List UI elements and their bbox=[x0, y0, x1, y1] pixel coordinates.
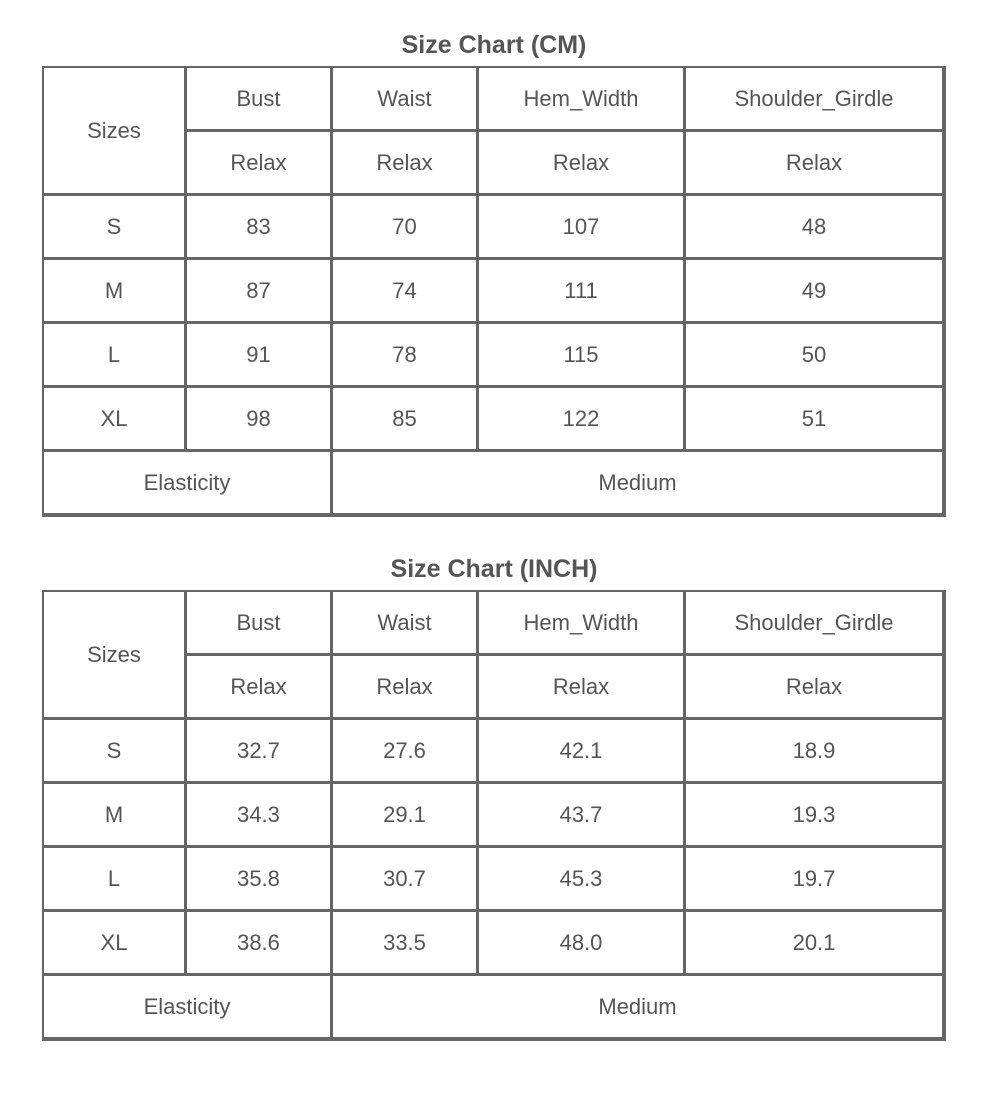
subheader-relax: Relax bbox=[686, 132, 945, 196]
waist-cell: 27.6 bbox=[333, 720, 479, 784]
bust-cell: 98 bbox=[187, 388, 333, 452]
hem-width-cell: 115 bbox=[479, 324, 686, 388]
size-chart-inch bbox=[42, 552, 946, 1041]
elasticity-label: Elasticity bbox=[44, 452, 333, 516]
header-shoulder-girdle: Shoulder_Girdle bbox=[686, 68, 945, 132]
subheader-relax: Relax bbox=[686, 656, 945, 720]
header-waist: Waist bbox=[333, 68, 479, 132]
size-cell: XL bbox=[44, 388, 187, 452]
bust-cell: 83 bbox=[187, 196, 333, 260]
size-cell: S bbox=[44, 720, 187, 784]
waist-cell: 85 bbox=[333, 388, 479, 452]
shoulder-girdle-cell: 50 bbox=[686, 324, 945, 388]
chart-title-inch: Size Chart (INCH) bbox=[390, 555, 598, 583]
size-chart-cm bbox=[42, 28, 946, 517]
hem-width-cell: 122 bbox=[479, 388, 686, 452]
waist-cell: 78 bbox=[333, 324, 479, 388]
shoulder-girdle-cell: 48 bbox=[686, 196, 945, 260]
header-shoulder-girdle: Shoulder_Girdle bbox=[686, 592, 945, 656]
hem-width-cell: 48.0 bbox=[479, 912, 686, 976]
waist-cell: 33.5 bbox=[333, 912, 479, 976]
chart-title-cm: Size Chart (CM) bbox=[401, 31, 587, 59]
hem-width-cell: 42.1 bbox=[479, 720, 686, 784]
waist-cell: 70 bbox=[333, 196, 479, 260]
table-row bbox=[44, 196, 945, 260]
size-cell: S bbox=[44, 196, 187, 260]
subheader-relax: Relax bbox=[187, 656, 333, 720]
waist-cell: 74 bbox=[333, 260, 479, 324]
subheader-relax: Relax bbox=[479, 656, 686, 720]
subheader-relax: Relax bbox=[333, 656, 479, 720]
size-cell: M bbox=[44, 784, 187, 848]
elasticity-value: Medium bbox=[333, 452, 945, 516]
bust-cell: 91 bbox=[187, 324, 333, 388]
elasticity-label: Elasticity bbox=[44, 976, 333, 1040]
hem-width-cell: 107 bbox=[479, 196, 686, 260]
table-row bbox=[44, 388, 945, 452]
header-sizes: Sizes bbox=[44, 592, 187, 720]
subheader-relax: Relax bbox=[187, 132, 333, 196]
bust-cell: 38.6 bbox=[187, 912, 333, 976]
header-bust: Bust bbox=[187, 68, 333, 132]
waist-cell: 30.7 bbox=[333, 848, 479, 912]
shoulder-girdle-cell: 19.3 bbox=[686, 784, 945, 848]
subheader-relax: Relax bbox=[479, 132, 686, 196]
shoulder-girdle-cell: 20.1 bbox=[686, 912, 945, 976]
table-row bbox=[44, 912, 945, 976]
shoulder-girdle-cell: 19.7 bbox=[686, 848, 945, 912]
shoulder-girdle-cell: 51 bbox=[686, 388, 945, 452]
size-table-cm bbox=[42, 66, 946, 517]
header-hem-width: Hem_Width bbox=[479, 68, 686, 132]
table-row bbox=[44, 848, 945, 912]
header-bust: Bust bbox=[187, 592, 333, 656]
bust-cell: 87 bbox=[187, 260, 333, 324]
size-cell: XL bbox=[44, 912, 187, 976]
size-cell: M bbox=[44, 260, 187, 324]
hem-width-cell: 111 bbox=[479, 260, 686, 324]
hem-width-cell: 43.7 bbox=[479, 784, 686, 848]
shoulder-girdle-cell: 49 bbox=[686, 260, 945, 324]
table-row bbox=[44, 720, 945, 784]
size-table-inch bbox=[42, 590, 946, 1041]
size-cell: L bbox=[44, 324, 187, 388]
shoulder-girdle-cell: 18.9 bbox=[686, 720, 945, 784]
size-cell: L bbox=[44, 848, 187, 912]
header-waist: Waist bbox=[333, 592, 479, 656]
header-row bbox=[44, 68, 945, 132]
subheader-relax: Relax bbox=[333, 132, 479, 196]
header-hem-width: Hem_Width bbox=[479, 592, 686, 656]
bust-cell: 34.3 bbox=[187, 784, 333, 848]
table-row bbox=[44, 260, 945, 324]
header-sizes: Sizes bbox=[44, 68, 187, 196]
waist-cell: 29.1 bbox=[333, 784, 479, 848]
bust-cell: 35.8 bbox=[187, 848, 333, 912]
table-row bbox=[44, 324, 945, 388]
elasticity-row bbox=[44, 452, 945, 516]
bust-cell: 32.7 bbox=[187, 720, 333, 784]
elasticity-row bbox=[44, 976, 945, 1040]
table-row bbox=[44, 784, 945, 848]
hem-width-cell: 45.3 bbox=[479, 848, 686, 912]
header-row bbox=[44, 592, 945, 656]
elasticity-value: Medium bbox=[333, 976, 945, 1040]
